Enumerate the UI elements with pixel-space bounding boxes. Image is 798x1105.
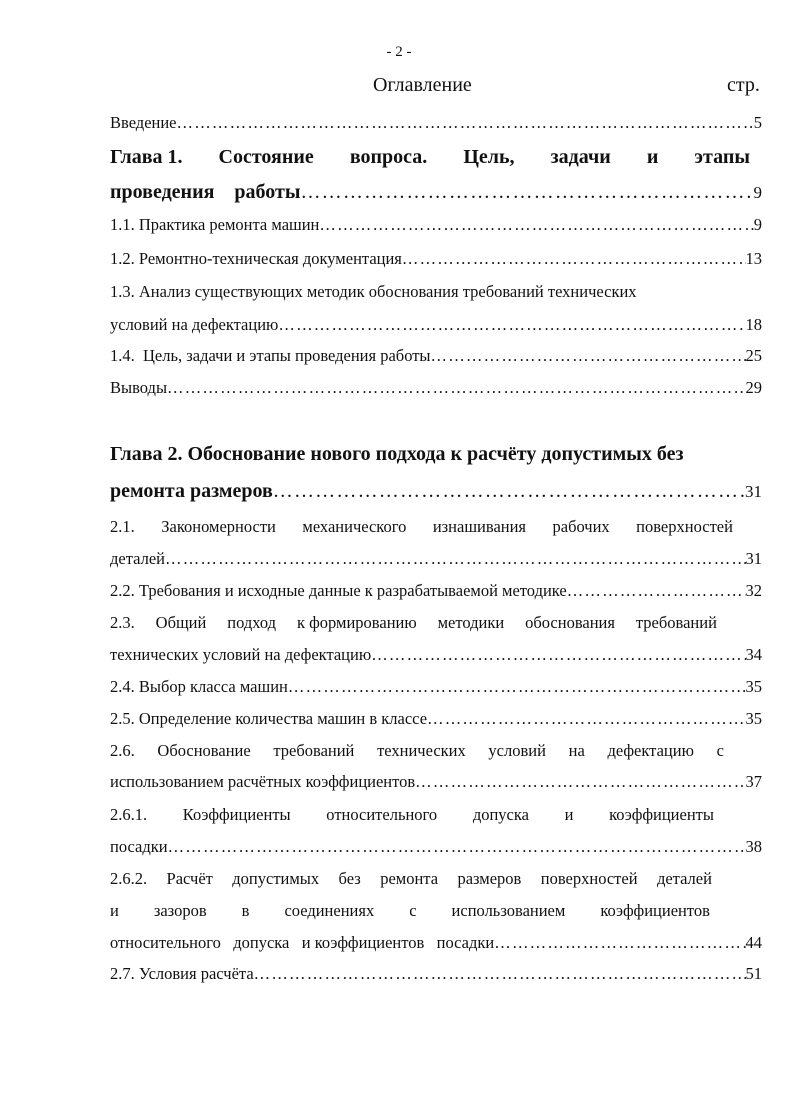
toc-entry-title: использованием расчётных коэффициентов (110, 772, 416, 791)
toc-entry-page: 31 (745, 482, 762, 501)
word: с (409, 901, 417, 920)
toc-entry-2-5[interactable] (110, 709, 762, 729)
toc-entry-title: Введение (110, 113, 177, 132)
toc-entry-title: условий на дефектацию (110, 315, 279, 334)
toc-entry-title: Выводы (110, 378, 168, 397)
dot-leader (300, 181, 753, 204)
word: в (241, 901, 250, 920)
dot-leader (319, 215, 753, 235)
dot-leader (415, 772, 745, 792)
word: коэффициентов (600, 901, 710, 920)
toc-entry-page: 31 (745, 549, 762, 568)
word: коэффициенты (609, 805, 714, 824)
toc-entry-title: Глава 2. Обоснование нового подхода к расчёту допустимых без (110, 443, 684, 465)
dot-leader (567, 581, 746, 601)
toc-entry-title: 2.5. Определение количества машин в классе (110, 709, 428, 728)
word: вопроса. (349, 146, 428, 168)
dot-leader (402, 249, 746, 269)
toc-entry-page: 35 (745, 677, 762, 696)
toc-entry-title: посадки (110, 837, 168, 856)
toc-entry-page: 29 (745, 378, 762, 397)
dot-leader (165, 549, 746, 569)
toc-entry-title: 2.4. Выбор класса машин (110, 677, 288, 696)
toc-entry-1-1[interactable] (110, 215, 762, 235)
word: Коэффициенты (182, 805, 291, 824)
toc-entry-title: 1.2. Ремонтно-техническая документация (110, 249, 402, 268)
toc-entry-2-4[interactable] (110, 677, 762, 697)
toc-entry-page: 35 (745, 709, 762, 728)
toc-entry-2-6-1-line-2[interactable] (110, 837, 762, 857)
word: деталей (656, 869, 712, 888)
toc-entry-conclusions-1[interactable] (110, 378, 762, 398)
word: на (568, 741, 585, 760)
toc-entry-page: 34 (745, 645, 762, 664)
toc-chapter-2-line-2[interactable] (110, 480, 762, 503)
toc-entry-2-6-2-line-3[interactable] (110, 933, 762, 953)
toc-entry-2-1-line-1[interactable] (110, 517, 733, 537)
toc-entry-page: 9 (753, 183, 762, 202)
page-number: - 2 - (386, 44, 412, 60)
word: допуска (472, 805, 529, 824)
toc-entry-2-7[interactable] (110, 964, 762, 984)
toc-entry-title: деталей (110, 549, 165, 568)
word: поверхностей (540, 869, 638, 888)
toc-entry-2-3-line-1[interactable] (110, 613, 717, 633)
word: и (564, 805, 574, 824)
toc-entry-page: 13 (745, 249, 762, 268)
word: ремонта (380, 869, 439, 888)
toc-entry-2-6-2-line-1[interactable] (110, 869, 712, 889)
word: Цель, (463, 146, 515, 168)
dot-leader (177, 113, 754, 133)
word: Обоснование (157, 741, 251, 760)
dot-leader (427, 709, 745, 729)
toc-entry-1-3-line-2[interactable] (110, 315, 762, 335)
word: изнашивания (432, 517, 527, 536)
toc-page-column-label: стр. (727, 74, 760, 96)
word: 2.6.2. (110, 869, 148, 888)
word: дефектацию (607, 741, 694, 760)
word: 2.3. (110, 613, 135, 632)
word: методики (437, 613, 505, 632)
word: размеров (457, 869, 522, 888)
word: к формированию (296, 613, 417, 632)
toc-entry-2-3-line-2[interactable] (110, 645, 762, 665)
toc-chapter-1-line-2[interactable] (110, 181, 762, 204)
word: механического (302, 517, 407, 536)
word: относительного (326, 805, 438, 824)
toc-entry-2-6-2-line-2[interactable] (110, 901, 710, 921)
toc-entry-title: 2.2. Требования и исходные данные к разрабатываемой методике (110, 581, 567, 600)
toc-entry-page: 38 (745, 837, 762, 856)
word: Общий (155, 613, 207, 632)
toc-title: Оглавление (373, 74, 472, 96)
word: соединениях (284, 901, 375, 920)
dot-leader (431, 346, 746, 366)
toc-entry-page: 5 (753, 113, 762, 132)
toc-entry-title: технических условий на дефектацию (110, 645, 372, 664)
word: рабочих (552, 517, 610, 536)
toc-entry-page: 32 (745, 581, 762, 600)
word: Состояние (218, 146, 314, 168)
word: 2.6. (110, 741, 135, 760)
toc-entry-intro[interactable] (110, 113, 762, 133)
toc-entry-page: 51 (745, 964, 762, 983)
dot-leader (273, 480, 745, 503)
word: 2.1. (110, 517, 135, 536)
toc-entry-2-2[interactable] (110, 581, 762, 601)
word: этапы (694, 146, 750, 168)
word: использованием (451, 901, 566, 920)
toc-entry-title: 1.4. Цель, задачи и этапы проведения работы (110, 346, 431, 365)
word: задачи (550, 146, 611, 168)
toc-entry-title: 1.3. Анализ существующих методик обоснования требований технических (110, 282, 637, 301)
toc-entry-title: 1.1. Практика ремонта машин (110, 215, 320, 234)
toc-chapter-1-line-1[interactable] (110, 146, 750, 169)
toc-chapter-2-line-1[interactable] (110, 443, 762, 466)
toc-entry-2-6-1-line-1[interactable] (110, 805, 714, 825)
word: и (110, 901, 119, 920)
toc-entry-2-1-line-2[interactable] (110, 549, 762, 569)
dot-leader (167, 378, 745, 398)
dot-leader (278, 315, 745, 335)
toc-entry-1-3-line-1[interactable] (110, 282, 762, 302)
toc-entry-page: 18 (745, 315, 762, 334)
word: без (338, 869, 361, 888)
toc-entry-1-4[interactable] (110, 346, 762, 366)
toc-entry-2-6-line-2[interactable] (110, 772, 762, 792)
word: подход (227, 613, 277, 632)
toc-entry-page: 25 (745, 346, 762, 365)
word: требований (273, 741, 355, 760)
dot-leader (254, 964, 746, 984)
toc-entry-title: 2.7. Условия расчёта (110, 964, 254, 983)
dot-leader (494, 933, 745, 953)
word: с (716, 741, 724, 760)
toc-entry-page: 44 (745, 933, 762, 952)
word: поверхностей (636, 517, 733, 536)
toc-entry-title: проведения работы (110, 181, 301, 203)
toc-entry-title: ремонта размеров (110, 480, 273, 502)
word: требований (635, 613, 717, 632)
word: условий (488, 741, 546, 760)
word: Закономерности (161, 517, 276, 536)
toc-entry-page: 37 (745, 772, 762, 791)
dot-leader (371, 645, 745, 665)
word: зазоров (153, 901, 207, 920)
word: 2.6.1. (110, 805, 148, 824)
word: Расчёт (166, 869, 213, 888)
word: Глава 1. (110, 146, 183, 168)
dot-leader (168, 837, 746, 857)
toc-entry-2-6-line-1[interactable] (110, 741, 724, 761)
toc-entry-page: 9 (753, 215, 762, 234)
word: допустимых (232, 869, 320, 888)
toc-entry-title: относительного допуска и коэффициентов посадки (110, 933, 495, 952)
word: обоснования (525, 613, 615, 632)
word: и (646, 146, 659, 168)
dot-leader (288, 677, 746, 697)
toc-entry-1-2[interactable] (110, 249, 762, 269)
word: технических (377, 741, 466, 760)
